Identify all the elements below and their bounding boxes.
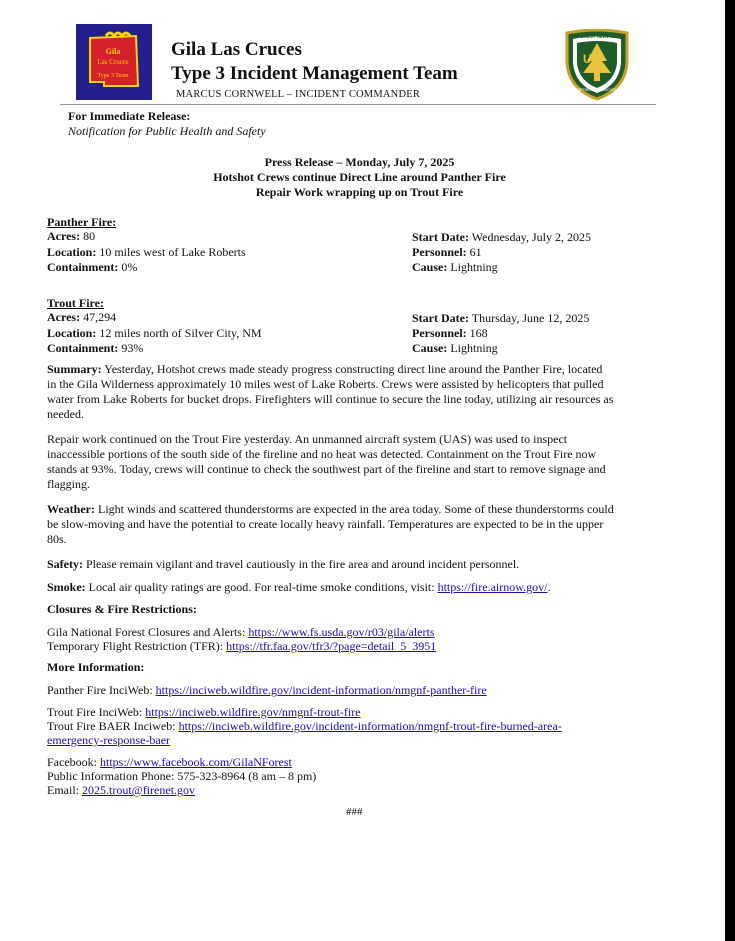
trout-location: Location: 12 miles north of Silver City, NM <box>47 326 262 340</box>
trout-cause: Cause: Lightning <box>412 341 498 355</box>
baer-inciweb-line-2 <box>47 733 170 747</box>
trout-heading: Trout Fire: <box>47 296 104 310</box>
panther-start-date: Start Date: Wednesday, July 2, 2025 <box>412 230 592 244</box>
panther-inciweb-line: Panther Fire InciWeb: https://inciweb.wildfire.gov/incident-information/nmgnf-panther-fire <box>47 683 487 697</box>
header-divider <box>60 104 656 105</box>
panther-heading: Panther Fire: <box>47 215 117 229</box>
panther-personnel: Personnel: 61 <box>412 245 482 259</box>
incident-commander: MARCUS CORNWELL – INCIDENT COMMANDER <box>176 89 421 100</box>
release-label: For Immediate Release: <box>68 109 191 123</box>
closures-link[interactable]: https://www.fs.usda.gov/r03/gila/alerts <box>248 625 435 639</box>
shield-letters: US <box>583 52 600 66</box>
weather-line-3: 80s. <box>47 532 67 546</box>
repair-line-2: inaccessible portions of the south side of the fireline and no heat was detected. Containment on the Trout Fire now <box>47 447 597 461</box>
baer-inciweb-line: Trout Fire BAER Inciweb: https://inciweb.wildfire.gov/incident-information/nmgnf-trout-fire-burned-area- <box>47 719 562 733</box>
summary-line-4: needed. <box>47 407 84 421</box>
trout-start-date: Start Date: Thursday, June 12, 2025 <box>412 311 590 325</box>
closures-heading: Closures & Fire Restrictions: <box>47 602 197 616</box>
trout-containment: Containment: 93% <box>47 341 144 355</box>
panther-location: Location: 10 miles west of Lake Roberts <box>47 245 246 259</box>
trout-inciweb-line: Trout Fire InciWeb: https://inciweb.wildfire.gov/nmgnf-trout-fire <box>47 705 361 719</box>
headline-panther: Hotshot Crews continue Direct Line around Panther Fire <box>213 170 506 184</box>
headline-trout: Repair Work wrapping up on Trout Fire <box>255 185 464 199</box>
tfr-line: Temporary Flight Restriction (TFR): https://tfr.faa.gov/tfr3/?page=detail_5_3951 <box>47 639 437 653</box>
repair-line-1: Repair work continued on the Trout Fire yesterday. An unmanned aircraft system (UAS) was used to inspect <box>47 432 568 446</box>
trout-inciweb-link[interactable]: https://inciweb.wildfire.gov/nmgnf-trout-fire <box>145 705 361 719</box>
summary-line-2: in the Gila Wilderness approximately 10 miles west of Lake Roberts. Crews were assisted by helicopters that pulled <box>47 377 604 391</box>
safety-line: Safety: Please remain vigilant and travel cautiously in the fire area and around incident personnel. <box>47 557 520 571</box>
repair-line-3: stands at 93%. Today, crews will continue to check the southwest part of the fireline and start to remove signage and <box>47 462 606 476</box>
shield-top-text: FOREST SERVICE <box>577 34 617 39</box>
end-mark: ### <box>346 806 363 818</box>
facebook-link[interactable]: https://www.facebook.com/GilaNForest <box>100 755 292 769</box>
closures-line: Gila National Forest Closures and Alerts: https://www.fs.usda.gov/r03/gila/alerts <box>47 625 435 639</box>
new-mexico-shape-icon <box>76 24 152 100</box>
team-type-title: Type 3 Incident Management Team <box>171 63 458 84</box>
headline-date: Press Release – Monday, July 7, 2025 <box>264 155 455 169</box>
tfr-link[interactable]: https://tfr.faa.gov/tfr3/?page=detail_5_3951 <box>226 639 437 653</box>
smoke-line: Smoke: Local air quality ratings are good. For real-time smoke conditions, visit: https://fire.airnow.gov/. <box>47 580 551 594</box>
baer-inciweb-link[interactable]: https://inciweb.wildfire.gov/incident-information/nmgnf-trout-fire-burned-area- <box>178 719 562 733</box>
trout-acres: Acres: 47,294 <box>47 310 117 324</box>
facebook-line: Facebook: https://www.facebook.com/GilaNForest <box>47 755 292 769</box>
email-link[interactable]: 2025.trout@firenet.gov <box>82 783 196 797</box>
shield-bottom-text: DEPARTMENT OF AGRICULTURE <box>571 88 623 92</box>
team-logo <box>76 24 152 100</box>
logo-text-las-cruces: Las Cruces <box>97 58 129 66</box>
airnow-link[interactable]: https://fire.airnow.gov/ <box>437 580 548 594</box>
forest-service-shield-logo <box>563 29 631 101</box>
team-name: Gila Las Cruces <box>171 39 302 60</box>
trout-personnel: Personnel: 168 <box>412 326 488 340</box>
panther-inciweb-link[interactable]: https://inciweb.wildfire.gov/incident-information/nmgnf-panther-fire <box>155 683 487 697</box>
weather-line-2: be slow-moving and have the potential to create locally heavy rainfall. Temperatures are expected to be in the upper <box>47 517 604 531</box>
phone-line: Public Information Phone: 575-323-8964 (8 am – 8 pm) <box>47 769 317 783</box>
summary-line-1: Summary: Yesterday, Hotshot crews made steady progress constructing direct line around the Panther Fire, located <box>47 362 603 376</box>
forest-service-shield-icon <box>563 29 631 101</box>
release-note: Notification for Public Health and Safety <box>68 124 266 138</box>
repair-line-4: flagging. <box>47 477 90 491</box>
email-line: Email: 2025.trout@firenet.gov <box>47 783 196 797</box>
panther-containment: Containment: 0% <box>47 260 138 274</box>
panther-acres: Acres: 80 <box>47 229 96 243</box>
more-info-heading: More Information: <box>47 660 145 674</box>
weather-line-1: Weather: Light winds and scattered thunderstorms are expected in the area today. Some of these thunderstorms could <box>47 502 614 516</box>
logo-text-gila: Gila <box>105 47 121 56</box>
logo-text-type3: Type 3 Team <box>97 73 129 79</box>
baer-inciweb-link-cont[interactable]: emergency-response-baer <box>47 733 171 747</box>
panther-cause: Cause: Lightning <box>412 260 498 274</box>
summary-line-3: water from Lake Roberts for bucket drops. Firefighters will continue to secure the line today, utilizing air resources as <box>47 392 614 406</box>
